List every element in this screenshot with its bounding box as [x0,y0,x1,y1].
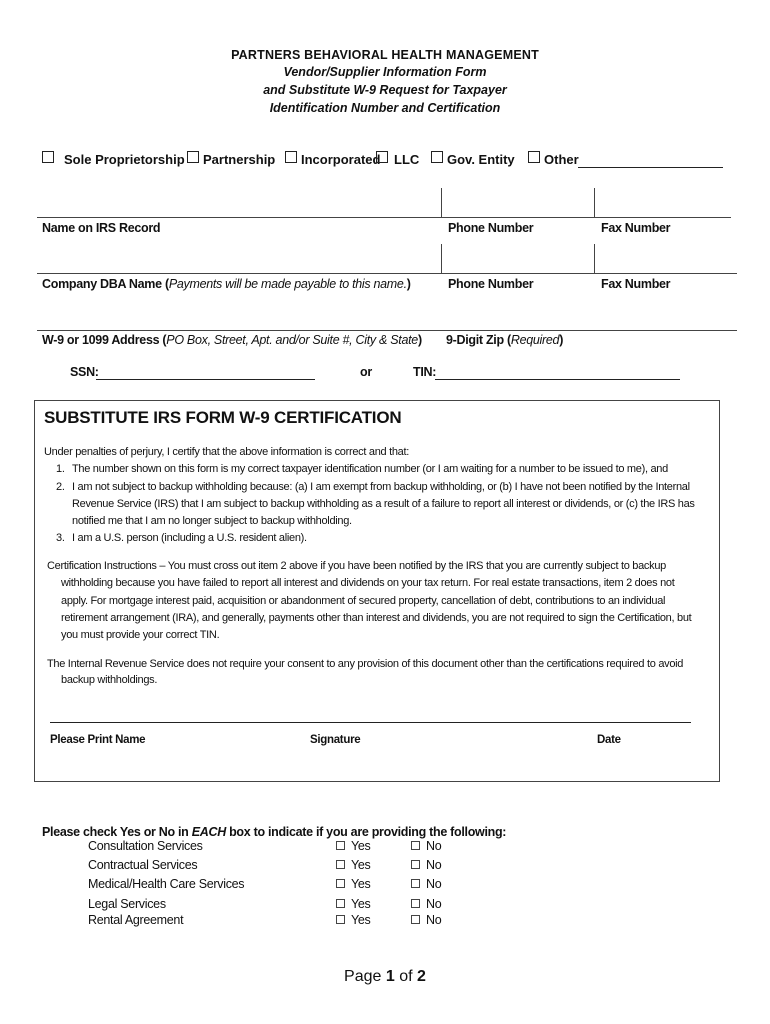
cert-item-2-line-2: Revenue Service (IRS) that I am subject to backup withholding as a result of a failure to report all interest or dividends, or (c) the IRS has [72,498,695,510]
no-option[interactable] [411,897,441,911]
signature-line[interactable] [50,722,691,723]
divider [594,244,595,274]
checkbox-icon[interactable] [411,915,420,924]
yes-label: Yes [351,877,371,891]
entity-partnership[interactable] [187,152,275,167]
cert-item-2-line-1: I am not subject to backup withholding because: (a) I am exempt from backup withholding, or (b) I have not been notified by the Internal [72,481,690,493]
service-label: Rental Agreement [88,913,184,927]
service-label: Legal Services [88,897,166,911]
checkbox-icon[interactable] [336,899,345,908]
fax-label-2: Fax Number [601,277,671,291]
entity-label: LLC [394,152,420,167]
entity-label: Incorporated [301,152,381,167]
form-title-line-1: Vendor/Supplier Information Form [283,65,487,79]
dba-label: Company DBA Name (Payments will be made payable to this name.) [42,277,411,291]
no-label: No [426,877,442,891]
certification-title: SUBSTITUTE IRS FORM W-9 CERTIFICATION [44,408,402,427]
checkbox-icon[interactable] [336,879,345,888]
entity-incorporated[interactable] [285,152,380,167]
address-label-bold: W-9 or 1099 Address [42,333,160,347]
yes-label: Yes [351,913,371,927]
entity-sole-proprietorship[interactable] [42,152,185,167]
services-prompt-text: box to indicate if you are providing the following: [225,825,507,839]
no-label: No [426,858,442,872]
services-prompt-emphasis: EACH [191,825,226,839]
entity-label: Partnership [203,152,276,167]
checkbox-icon[interactable] [336,841,345,850]
checkbox-icon[interactable] [411,879,420,888]
service-label: Consultation Services [88,839,203,853]
page-current: 1 [385,968,395,985]
entity-gov[interactable] [431,152,515,167]
instructions-line-1: Certification Instructions – You must cross out item 2 above if you have been notified by the IRS that you are currently subject to backup [47,560,666,572]
divider [594,188,595,218]
name-irs-label: Name on IRS Record [42,221,161,235]
divider [441,188,442,218]
page-word: Page [344,968,382,985]
form-title-line-2: and Substitute W-9 Request for Taxpayer [263,83,507,97]
instructions-line-5: you must provide your correct TIN. [61,629,220,641]
checkbox-icon[interactable] [528,151,540,163]
ssn-field-line[interactable] [96,379,315,380]
no-label: No [426,913,442,927]
dba-field-line[interactable] [37,273,737,274]
checkbox-icon[interactable] [431,151,443,163]
form-title-line-3: Identification Number and Certification [269,101,501,115]
cert-item-num: 1. [56,463,65,475]
instructions-line-3: apply. For mortgage interest paid, acquisition or abandonment of secured property, cancellation of debt, contributions to an individual [61,595,666,607]
no-option[interactable] [411,877,441,891]
page-total: 2 [417,968,426,985]
checkbox-icon[interactable] [376,151,388,163]
services-prompt [42,825,506,839]
no-label: No [426,897,442,911]
phone-label-1: Phone Number [448,221,534,235]
address-field-line[interactable] [37,330,737,331]
cert-item-3: I am a U.S. person (including a U.S. resident alien). [72,532,307,544]
name-irs-field-line[interactable] [37,217,731,218]
entity-llc[interactable] [376,152,419,167]
cert-item-num: 2. [56,481,65,493]
checkbox-icon[interactable] [285,151,297,163]
no-option[interactable] [411,839,441,853]
zip-label: 9-Digit Zip (Required) [446,333,564,347]
or-label: or [360,365,372,379]
cert-item-num: 3. [56,532,65,544]
no-option[interactable] [411,858,441,872]
address-label: W-9 or 1099 Address (PO Box, Street, Apt. and/or Suite #, City & State) [42,333,422,347]
date-label: Date [597,734,621,746]
fax-label-1: Fax Number [601,221,671,235]
checkbox-icon[interactable] [336,860,345,869]
print-name-label: Please Print Name [50,734,146,746]
checkbox-icon[interactable] [411,841,420,850]
yes-option[interactable] [336,913,371,927]
yes-label: Yes [351,839,371,853]
ssn-label: SSN: [70,365,99,379]
instructions-line-4: retirement arrangement (IRA), and generally, payments other than interest and dividends, you are not required to sign the Certification, but [61,612,692,624]
entity-label: Sole Proprietorship [64,152,185,167]
no-option[interactable] [411,913,441,927]
cert-intro: Under penalties of perjury, I certify that the above information is correct and that: [44,446,409,458]
address-label-note: PO Box, Street, Apt. and/or Suite #, City & State [166,333,418,347]
no-label: No [426,839,442,853]
organization-name: PARTNERS BEHAVIORAL HEALTH MANAGEMENT [231,48,539,62]
entity-label: Other [544,152,579,167]
irs-consent-line-2: backup withholdings. [61,674,158,686]
yes-option[interactable] [336,877,371,891]
yes-option[interactable] [336,858,371,872]
dba-label-bold: Company DBA Name [42,277,162,291]
divider [441,244,442,274]
page-of: of [399,968,413,985]
cert-item-2-line-3: notified me that I am no longer subject to backup withholding. [72,515,352,527]
instructions-line-2: withholding because you have failed to report all interest and dividends on your tax return. For real estate transactions, item 2 does not [61,577,675,589]
irs-consent-line-1: The Internal Revenue Service does not require your consent to any provision of this document other than the certifications required to avoid [47,658,684,670]
checkbox-icon[interactable] [187,151,199,163]
phone-label-2: Phone Number [448,277,534,291]
checkbox-icon[interactable] [411,860,420,869]
services-prompt-text: Please check Yes or No in [42,825,192,839]
checkbox-icon[interactable] [411,899,420,908]
cert-item-1: The number shown on this form is my correct taxpayer identification number (or I am waiting for a number to be issued to me), and [72,463,668,475]
dba-label-note: Payments will be made payable to this name. [168,277,407,291]
service-label: Medical/Health Care Services [88,877,245,891]
other-entity-line[interactable] [578,167,723,168]
tin-field-line[interactable] [435,379,680,380]
zip-label-bold: 9-Digit Zip [446,333,504,347]
checkbox-icon[interactable] [336,915,345,924]
yes-option[interactable] [336,839,371,853]
zip-label-note: Required [510,333,560,347]
yes-option[interactable] [336,897,371,911]
page-number [0,968,770,986]
checkbox-icon[interactable] [42,151,54,163]
service-label: Contractual Services [88,858,198,872]
yes-label: Yes [351,897,371,911]
yes-label: Yes [351,858,371,872]
entity-label: Gov. Entity [447,152,515,167]
entity-other[interactable] [528,152,579,167]
signature-label: Signature [310,734,361,746]
tin-label: TIN: [413,365,437,379]
